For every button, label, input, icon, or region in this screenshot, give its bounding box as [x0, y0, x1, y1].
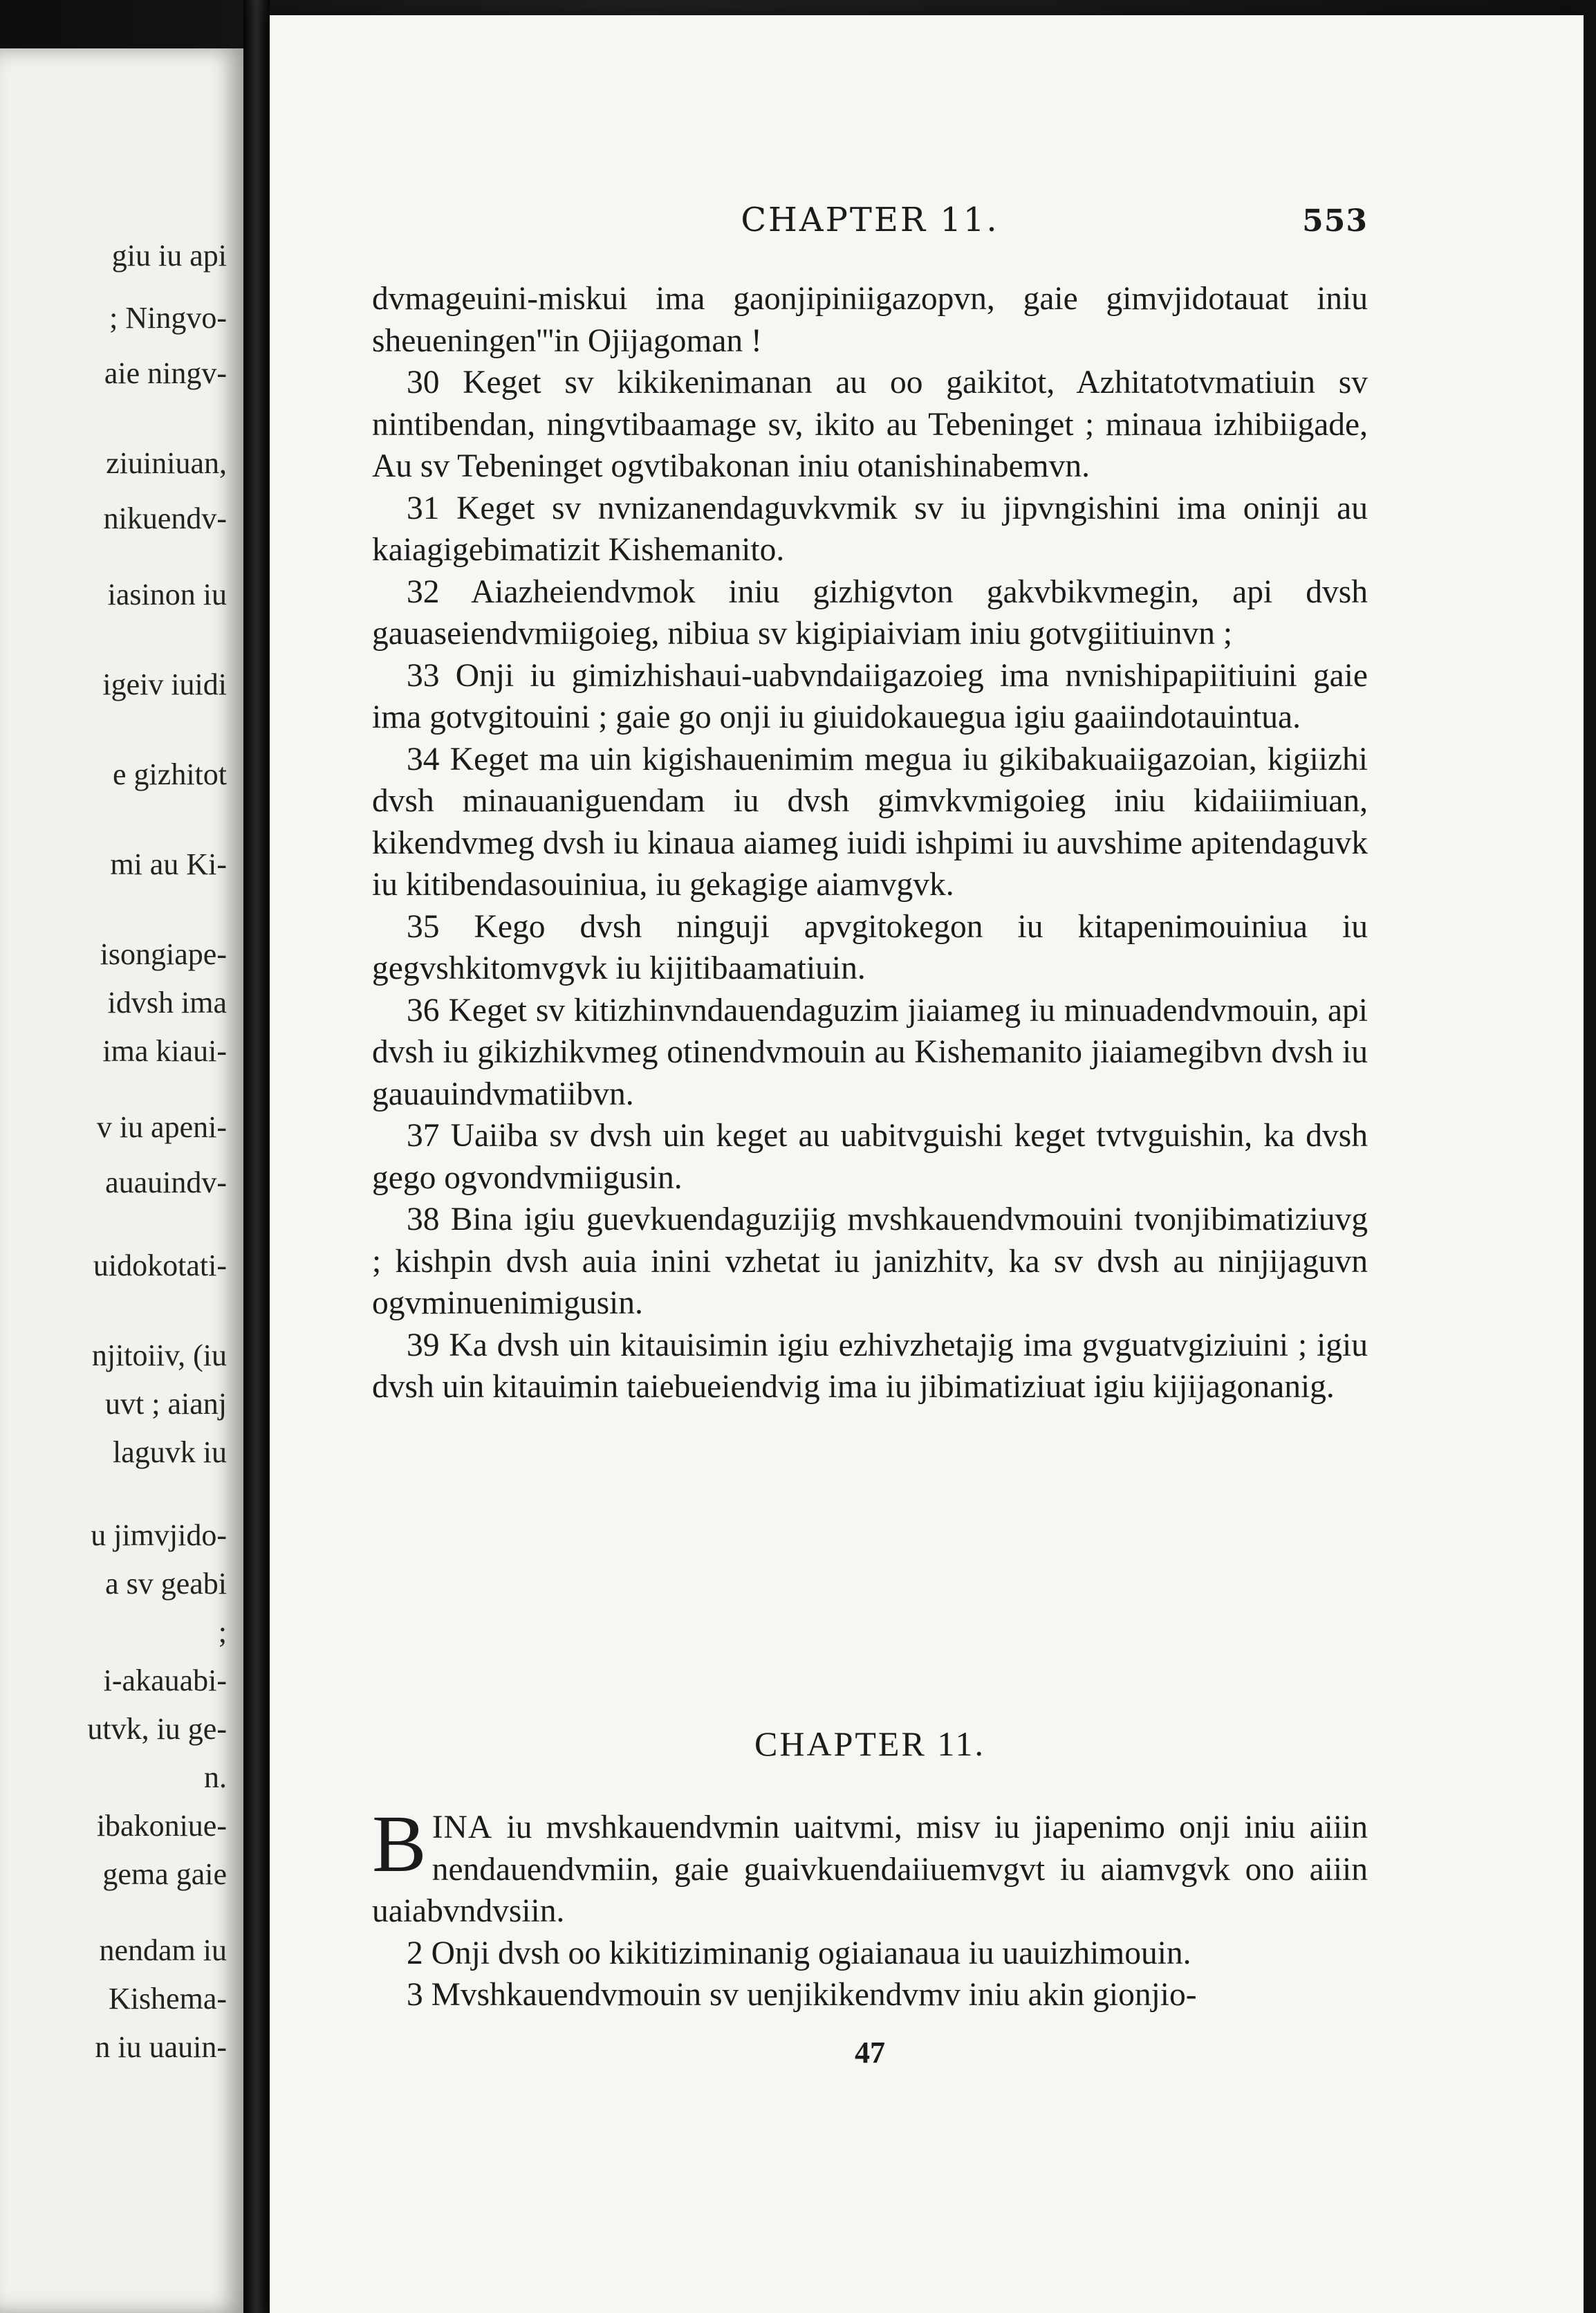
- left-page-line-fragment: nikuendv-: [103, 501, 227, 535]
- previous-page-edge: [0, 48, 243, 2313]
- left-page-line-fragment: isongiape-: [100, 937, 227, 971]
- left-page-line-fragment: v iu apeni-: [96, 1110, 227, 1144]
- left-page-line-fragment: giu iu api: [111, 239, 227, 273]
- verse-30: 30 Keget sv kikikenimanan au oo gaikitot, Azhitatotvmatiuin sv nintibendan, ningvtibaamage sv, ikito au Tebeninget ; minaua izhibiigade, Au sv Tebeninget ogvtibakonan iniu otanishinabemvn.: [372, 365, 1368, 484]
- running-header: [372, 201, 1368, 249]
- left-page-line-fragment: a sv geabi: [105, 1567, 227, 1601]
- chapter-text: [372, 1798, 1368, 2016]
- left-page-line-fragment: ziuiniuan,: [106, 446, 227, 480]
- left-page-line-fragment: uvt ; aianj: [105, 1387, 227, 1421]
- left-page-line-fragment: idvsh ima: [107, 986, 227, 1020]
- left-page-line-fragment: ima kiaui-: [102, 1034, 227, 1068]
- verse-38: 38 Bina igiu guevkuendaguzijig mvshkauendvmouini tvonjibimatiziuvg ; kishpin dvsh auia inini vzhetat iu janizhitv, ka sv dvsh au ninjijaguvn ogvminuenimigusin.: [372, 1201, 1368, 1321]
- book-page: [270, 15, 1584, 2313]
- left-page-line-fragment: laguvk iu: [113, 1435, 227, 1469]
- left-page-line-fragment: ;: [218, 1615, 227, 1649]
- left-page-line-fragment: aie ningv-: [104, 356, 227, 390]
- signature-mark: 47: [855, 2036, 885, 2070]
- body-text: [372, 278, 1368, 1408]
- left-page-line-fragment: e gizhitot: [113, 757, 227, 791]
- left-page-line-fragment: uidokotati-: [93, 1248, 227, 1282]
- left-page-line-fragment: nendam iu: [99, 1933, 227, 1967]
- verse-36: 36 Keget sv kitizhinvndauendaguzim jiaiameg iu minuadendvmouin, api dvsh iu gikizhikvmeg otinendvmouin au Kishemanito jiaiamegibvn dvsh iu gauauindvmatiibvn.: [372, 992, 1368, 1112]
- left-page-line-fragment: u jimvjido-: [91, 1518, 227, 1552]
- book-gutter: [243, 0, 270, 2313]
- left-page-line-fragment: i-akauabi-: [103, 1664, 227, 1697]
- left-page-line-fragment: utvk, iu ge-: [87, 1712, 227, 1746]
- left-page-line-fragment: n iu uauin-: [95, 2030, 227, 2064]
- opening-text: iu mvshkauendvmin uaitvmi, misv iu jiapenimo onji iniu aiiin nendauendvmiin, gaie guaivkuendaiiuemvgvt iu aiamvgvk ono aiiin uaiabvndvsiin.: [372, 1809, 1368, 1929]
- drop-cap: B: [372, 1798, 427, 1889]
- left-page-line-fragment: igeiv iuidi: [102, 667, 227, 701]
- left-page-line-fragment: njitoiiv, (iu: [91, 1338, 227, 1372]
- paragraph-continuation: dvmageuini-miskui ima gaonjipiniigazopvn, gaie gimvjidotauat iniu sheueningen'''in Ojijagoman !: [372, 281, 1368, 359]
- running-title: CHAPTER 11.: [741, 201, 999, 239]
- opening-smallcaps: INA: [432, 1809, 493, 1845]
- left-page-line-fragment: mi au Ki-: [110, 847, 227, 881]
- verse-2: 2 Onji dvsh oo kikitiziminanig ogiaianaua iu uauizhimouin.: [407, 1935, 1191, 1971]
- verse-32: 32 Aiazheiendvmok iniu gizhigvton gakvbikvmegin, api dvsh gauaseiendvmiigoieg, nibiua sv kigipiaiviam iniu gotvgiitiuinvn ;: [372, 573, 1368, 652]
- left-page-line-fragment: ; Ningvo-: [109, 301, 227, 335]
- left-page-line-fragment: gema gaie: [102, 1857, 227, 1891]
- left-page-line-fragment: Kishema-: [108, 1982, 227, 2016]
- verse-34: 34 Keget ma uin kigishauenimim megua iu gikibakuaiigazoian, kigiizhi dvsh minauaniguendam iu dvsh gimvkvmigoieg iniu kidaiiimiuan, kikendvmeg dvsh iu kinaua aiameg iuidi ishpimi iu auvshime apitendaguvk iu kitibendasouiniua, iu gekagige aiamvgvk.: [372, 741, 1368, 903]
- verse-31: 31 Keget sv nvnizanendaguvkvmik sv iu jipvngishini ima oninji au kaiagigebimatizit Kishemanito.: [372, 490, 1368, 568]
- verse-35: 35 Kego dvsh ninguji apvgitokegon iu kitapenimouiniua iu gegvshkitomvgvk iu kijitibaamatiuin.: [372, 908, 1368, 986]
- verse-33: 33 Onji iu gimizhishaui-uabvndaiigazoieg ima nvnishipapiitiuini gaie ima gotvgitouini ; gaie go onji iu giuidokauegua igiu gaaiindotauintua.: [372, 657, 1368, 735]
- verse-39: 39 Ka dvsh uin kitauisimin igiu ezhivzhetajig ima gvguatvgiziuini ; igiu dvsh uin kitauimin taiebueiendvig ima iu jibimatiziuat igiu kijijagonanig.: [372, 1327, 1368, 1405]
- chapter-heading: CHAPTER 11.: [754, 1724, 985, 1763]
- page-number: 553: [1302, 203, 1368, 239]
- verse-37: 37 Uaiiba sv dvsh uin keget au uabitvguishi keget tvtvguishin, ka dvsh gego ogvondvmiigusin.: [372, 1118, 1368, 1196]
- left-page-line-fragment: iasinon iu: [107, 578, 227, 611]
- left-page-line-fragment: ibakoniue-: [96, 1809, 227, 1843]
- left-page-line-fragment: n.: [204, 1760, 227, 1794]
- chapter-opening-verse: [372, 1798, 1368, 1933]
- verse-3: 3 Mvshkauendvmouin sv uenjikikendvmv iniu akin gionjio-: [407, 1977, 1197, 2013]
- left-page-line-fragment: auauindv-: [105, 1165, 227, 1199]
